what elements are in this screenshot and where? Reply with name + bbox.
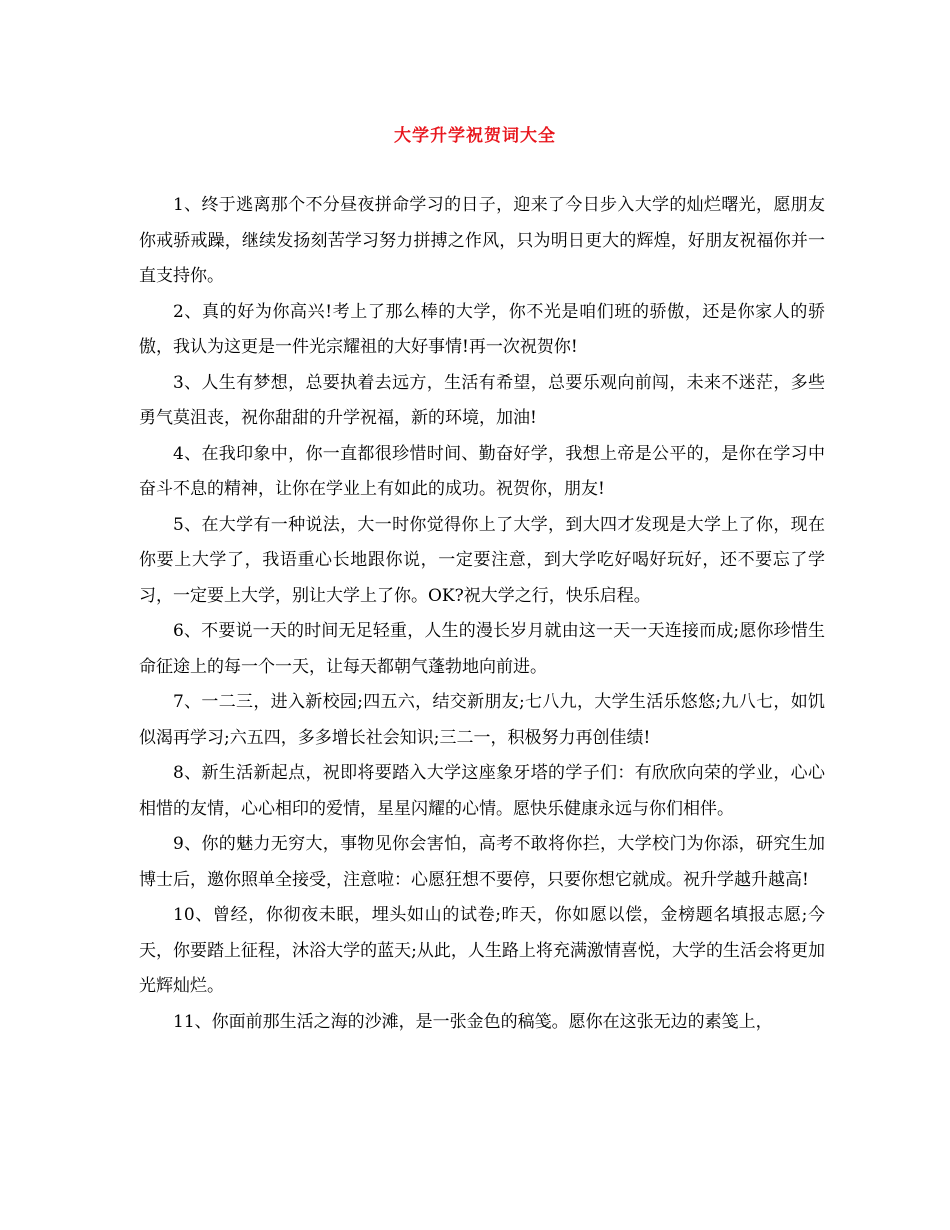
paragraph: 5、在大学有一种说法，大一时你觉得你上了大学，到大四才发现是大学上了你，现在你要上大学了，我语重心长地跟你说，一定要注意，到大学吃好喝好玩好，还不要忘了学习，一定要上大学，别让大学上了你。OK?祝大学之行，快乐启程。 — [139, 514, 825, 606]
document-title: 大学升学祝贺词大全 — [394, 126, 556, 146]
document-body — [139, 188, 825, 1040]
paragraph: 9、你的魅力无穷大，事物见你会害怕，高考不敢将你拦，大学校门为你添，研究生加博士后，邀你照单全接受，注意啦：心愿狂想不要停，只要你想它就成。祝升学越升越高! — [139, 834, 825, 890]
paragraph: 11、你面前那生活之海的沙滩，是一张金色的稿笺。愿你在这张无边的素笺上， — [173, 1011, 773, 1032]
paragraph: 6、不要说一天的时间无足轻重，人生的漫长岁月就由这一天一天连接而成;愿你珍惜生命征途上的每一个一天，让每天都朝气蓬勃地向前进。 — [139, 621, 825, 677]
paragraph: 2、真的好为你高兴!考上了那么棒的大学，你不光是咱们班的骄傲，还是你家人的骄傲，我认为这更是一件光宗耀祖的大好事情!再一次祝贺你! — [139, 301, 825, 357]
paragraph: 1、终于逃离那个不分昼夜拼命学习的日子，迎来了今日步入大学的灿烂曙光，愿朋友你戒骄戒躁，继续发扬刻苦学习努力拼搏之作风，只为明日更大的辉煌，好朋友祝福你并一直支持你。 — [139, 195, 825, 286]
paragraph: 8、新生活新起点，祝即将要踏入大学这座象牙塔的学子们：有欣欣向荣的学业，心心相惜的友情，心心相印的爱情，星星闪耀的心情。愿快乐健康永远与你们相伴。 — [139, 763, 825, 819]
paragraph: 10、曾经，你彻夜未眠，埋头如山的试卷;昨天，你如愿以偿，金榜题名填报志愿;今天，你要踏上征程，沐浴大学的蓝天;从此，人生路上将充满激情喜悦，大学的生活会将更加光辉灿烂。 — [139, 905, 825, 996]
paragraph: 3、人生有梦想，总要执着去远方，生活有希望，总要乐观向前闯，未来不迷茫，多些勇气莫沮丧，祝你甜甜的升学祝福，新的环境，加油! — [139, 372, 825, 428]
paragraph: 4、在我印象中，你一直都很珍惜时间、勤奋好学，我想上帝是公平的，是你在学习中奋斗不息的精神，让你在学业上有如此的成功。祝贺你，朋友! — [139, 443, 825, 499]
paragraph: 7、一二三，进入新校园;四五六，结交新朋友;七八九，大学生活乐悠悠;九八七，如饥似渴再学习;六五四，多多增长社会知识;三二一，积极努力再创佳绩! — [139, 692, 825, 748]
